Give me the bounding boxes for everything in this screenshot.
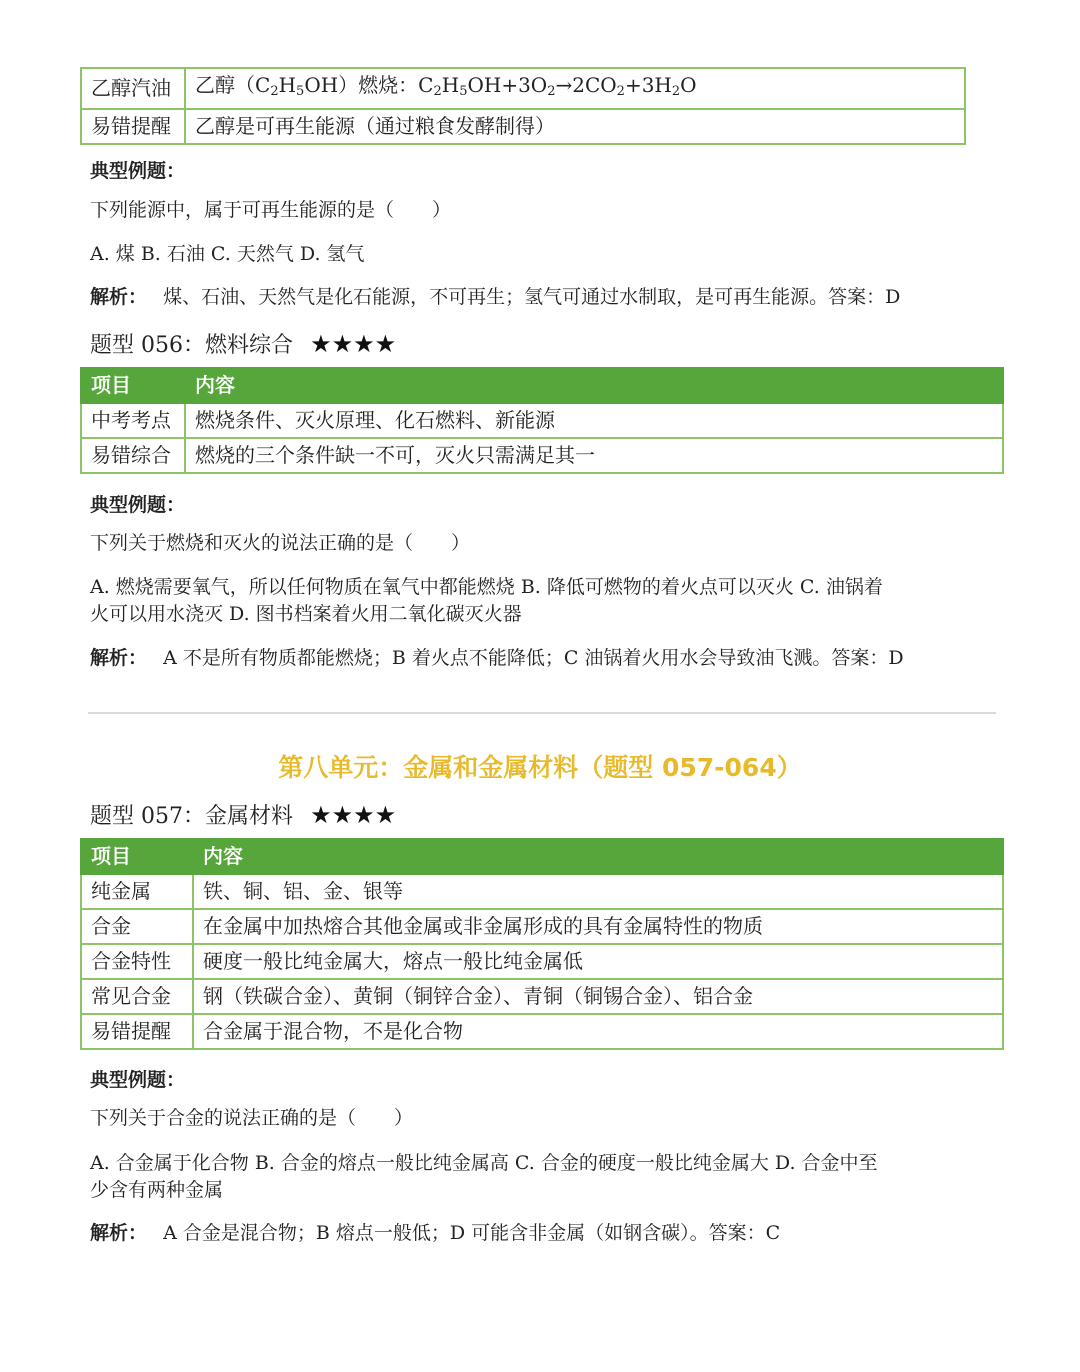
table-row (81, 909, 1003, 944)
table-cell-content: 乙醇$(C_2H_5OH)$燃烧：$C_2H_5OH+3O_2\to 2CO_2+3H_2O$ (185, 68, 965, 109)
analysis-line (90, 645, 904, 672)
analysis-line (90, 284, 900, 311)
ethanol-table (80, 67, 966, 145)
type-title: 题型 056：燃料综合 (90, 333, 293, 358)
header-content: 内容 (185, 368, 1003, 403)
question-text: 下列关于燃烧和灭火的说法正确的是（ ） (90, 532, 471, 554)
table-row (81, 874, 1003, 909)
table-cell-content: 燃烧的三个条件缺一不可，灭火只需满足其一 (185, 438, 1003, 473)
table-row (81, 109, 965, 144)
table-row (81, 979, 1003, 1014)
options-text-line1: A. 合金属于化合物 B. 合金的熔点一般比纯金属高 C. 合金的硬度一般比纯金属大 D. 合金中至 (90, 1152, 878, 1174)
analysis-text: A 不是所有物质都能燃烧；B 着火点不能降低；C 油锅着火用水会导致油飞溅。答案：D (163, 647, 904, 669)
unit-title: 第八单元：金属和金属材料（题型 057-064） (278, 753, 802, 782)
options-text-line2: 少含有两种金属 (90, 1179, 224, 1201)
type-057-heading (90, 799, 396, 830)
analysis-text: A 合金是混合物；B 熔点一般低；D 可能含非金属（如钢含碳）。答案：C (163, 1222, 781, 1244)
table-cell-item: 乙醇汽油 (81, 68, 185, 109)
question-text: 下列关于合金的说法正确的是（ ） (90, 1107, 414, 1129)
options-text-line1: A. 燃烧需要氧气，所以任何物质在氧气中都能燃烧 B. 降低可燃物的着火点可以灭火 C. 油锅着 (90, 576, 883, 598)
analysis-label: 解析： (90, 647, 148, 669)
table-header-row (81, 839, 1003, 874)
table-cell-content: 燃烧条件、灭火原理、化石燃料、新能源 (185, 403, 1003, 438)
table-cell-content: 乙醇是可再生能源（通过粮食发酵制得） (185, 109, 965, 144)
table-cell-content: 硬度一般比纯金属大，熔点一般比纯金属低 (193, 944, 1003, 979)
type-title: 题型 057：金属材料 (90, 804, 293, 829)
table-cell-item: 合金 (81, 909, 193, 944)
table-cell-content: 在金属中加热熔合其他金属或非金属形成的具有金属特性的物质 (193, 909, 1003, 944)
header-content: 内容 (193, 839, 1003, 874)
table-header-row (81, 368, 1003, 403)
analysis-text: 煤、石油、天然气是化石能源，不可再生；氢气可通过水制取，是可再生能源。答案：D (163, 286, 901, 308)
analysis-line (90, 1220, 780, 1247)
example-label: 典型例题： (90, 1069, 186, 1091)
header-item: 项目 (81, 839, 193, 874)
header-item: 项目 (81, 368, 185, 403)
table-row (81, 438, 1003, 473)
example-label: 典型例题： (90, 160, 186, 182)
table-cell-item: 易错综合 (81, 438, 185, 473)
section-divider (88, 712, 996, 714)
table-row (81, 403, 1003, 438)
table-cell-item: 中考考点 (81, 403, 185, 438)
table-cell-item: 常见合金 (81, 979, 193, 1014)
type-056-heading (90, 328, 396, 359)
analysis-label: 解析： (90, 1222, 148, 1244)
type-057-table (80, 838, 1004, 1050)
table-cell-content: 铁、铜、铝、金、银等 (193, 874, 1003, 909)
difficulty-stars: ★★★★ (310, 801, 397, 829)
table-cell-item: 纯金属 (81, 874, 193, 909)
table-cell-item: 易错提醒 (81, 109, 185, 144)
options-text-line2: 火可以用水浇灭 D. 图书档案着火用二氧化碳灭火器 (90, 603, 522, 625)
table-cell-content: 合金属于混合物，不是化合物 (193, 1014, 1003, 1049)
type-056-table (80, 367, 1004, 474)
table-cell-item: 易错提醒 (81, 1014, 193, 1049)
example-label: 典型例题： (90, 494, 186, 516)
table-cell-content: 钢（铁碳合金）、黄铜（铜锌合金）、青铜（铜锡合金）、铝合金 (193, 979, 1003, 1014)
table-row (81, 1014, 1003, 1049)
difficulty-stars: ★★★★ (310, 330, 397, 358)
analysis-label: 解析： (90, 286, 148, 308)
options-text: A. 煤 B. 石油 C. 天然气 D. 氢气 (90, 243, 365, 265)
table-cell-item: 合金特性 (81, 944, 193, 979)
table-row (81, 68, 965, 109)
question-text: 下列能源中，属于可再生能源的是（ ） (90, 199, 452, 221)
table-row (81, 944, 1003, 979)
